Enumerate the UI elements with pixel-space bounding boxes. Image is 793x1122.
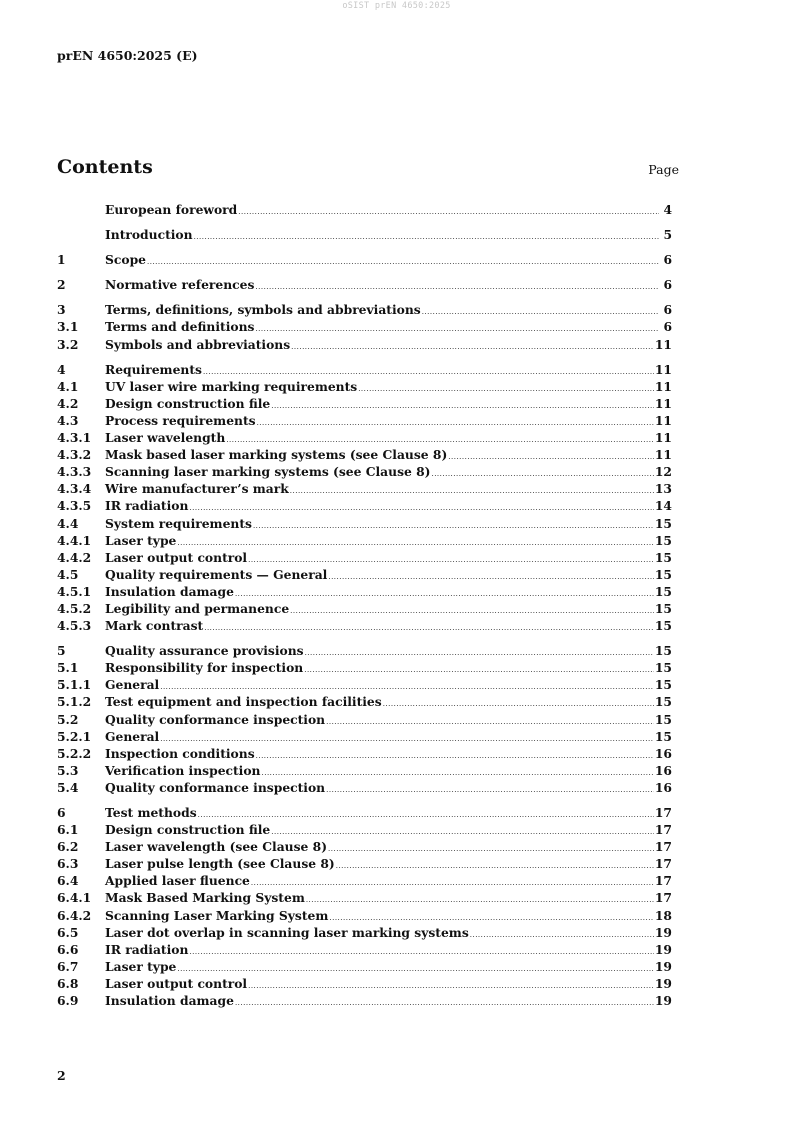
toc-entry-title: Insulation damage	[105, 583, 234, 599]
toc-entry-page: 17	[654, 856, 672, 872]
toc-entry-page: 15	[654, 694, 672, 710]
toc-entry-number: 4.3.3	[57, 464, 92, 480]
toc-entry-title: Design construction file	[105, 395, 271, 411]
toc-entry[interactable]	[57, 497, 672, 514]
toc-entry[interactable]	[57, 762, 672, 779]
toc-entry-number: 4.4.1	[57, 532, 92, 548]
toc-entry[interactable]	[57, 728, 672, 745]
toc-entry-number: 4.3.4	[57, 481, 92, 497]
toc-entry[interactable]	[57, 361, 672, 378]
toc-entry-page: 15	[654, 711, 672, 727]
toc-entry-number: 1	[57, 252, 66, 268]
toc-entry[interactable]	[57, 429, 672, 446]
toc-entry[interactable]	[57, 745, 672, 762]
toc-dot-leader	[306, 892, 654, 909]
toc-entry-number: 6.4	[57, 873, 79, 889]
toc-entry-page: 19	[654, 924, 672, 940]
toc-entry[interactable]	[57, 992, 672, 1009]
toc-dot-leader	[189, 944, 653, 961]
toc-entry-page: 6	[663, 277, 672, 293]
toc-entry-title: UV laser wire marking requirements	[105, 378, 358, 394]
toc-dot-leader	[358, 381, 654, 398]
toc-entry[interactable]	[57, 821, 672, 838]
toc-dot-leader	[253, 518, 654, 535]
toc-dot-leader	[422, 304, 659, 321]
toc-entry-title: IR radiation	[105, 941, 189, 957]
toc-dot-leader	[383, 696, 654, 713]
toc-dot-leader	[305, 645, 654, 662]
toc-entry-title: IR radiation	[105, 498, 189, 514]
toc-entry-title: Terms and definitions	[105, 319, 255, 335]
toc-entry-number: 4.5.3	[57, 618, 92, 634]
page-column-label: Page	[648, 162, 679, 177]
toc-entry-page: 4	[663, 202, 672, 217]
toc-entry[interactable]	[57, 941, 672, 958]
toc-entry-number: 3	[57, 302, 66, 318]
toc-entry-title: Quality conformance inspection	[105, 711, 326, 727]
toc-dot-leader	[235, 586, 654, 603]
toc-dot-leader	[255, 321, 659, 338]
toc-entry-number: 6.5	[57, 924, 79, 940]
toc-dot-leader	[290, 483, 654, 500]
toc-entry-number: 3.1	[57, 319, 79, 335]
toc-entry-page: 19	[654, 993, 672, 1009]
toc-entry-title: Legibility and permanence	[105, 600, 290, 616]
toc-entry-page: 17	[654, 805, 672, 820]
watermark: oSIST prEN 4650:2025	[342, 1, 451, 11]
toc-dot-leader	[326, 714, 654, 731]
toc-entry-number: 5.2.1	[57, 728, 92, 744]
toc-entry-page: 16	[654, 745, 672, 761]
toc-entry-title: Laser output control	[105, 549, 248, 565]
toc-entry-title: Test methods	[105, 805, 197, 820]
toc-entry[interactable]	[57, 532, 672, 549]
toc-entry-number: 4.2	[57, 395, 79, 411]
toc-dot-leader	[257, 415, 654, 432]
toc-entry-number: 2	[57, 277, 66, 293]
toc-entry-page: 16	[654, 762, 672, 778]
toc-entry-title: Insulation damage	[105, 993, 234, 1009]
toc-entry[interactable]	[57, 642, 672, 659]
toc-entry-title: Laser type	[105, 958, 177, 974]
toc-entry-title: Responsibility for inspection	[105, 660, 304, 676]
toc-entry-number: 4.4	[57, 515, 79, 531]
toc-entry[interactable]	[57, 395, 672, 412]
toc-entry-title: Mark contrast	[105, 618, 204, 634]
toc-entry-page: 15	[654, 677, 672, 693]
toc-entry-page: 15	[654, 532, 672, 548]
toc-entry-page: 15	[654, 515, 672, 531]
toc-entry-number: 4.3.5	[57, 498, 92, 514]
toc-entry[interactable]	[57, 711, 672, 728]
toc-entry-number: 4.4.2	[57, 549, 92, 565]
toc-entry[interactable]	[57, 463, 672, 480]
toc-entry-page: 11	[654, 447, 672, 463]
toc-entry-page: 11	[654, 361, 672, 377]
toc-entry-number: 5.4	[57, 779, 79, 795]
toc-entry-page: 11	[654, 395, 672, 411]
toc-entry-number: 5.3	[57, 762, 79, 778]
toc-entry-number: 5.1	[57, 660, 79, 676]
toc-entry-title: Applied laser fluence	[105, 873, 250, 889]
toc-entry[interactable]	[57, 301, 672, 318]
toc-entry-title: Mask based laser marking systems (see Clause 8)	[105, 447, 448, 463]
toc-dot-leader	[326, 782, 654, 799]
toc-entry-number: 4.5.2	[57, 600, 92, 616]
toc-entry-title: General	[105, 677, 160, 693]
toc-entry[interactable]	[57, 838, 672, 855]
toc-dot-leader	[291, 339, 654, 356]
toc-entry[interactable]	[57, 549, 672, 566]
toc-entry-title: Scanning Laser Marking System	[105, 907, 329, 923]
toc-entry-title: Process requirements	[105, 412, 256, 428]
toc-entry-title: General	[105, 728, 160, 744]
toc-entry-title: Normative references	[105, 277, 255, 293]
toc-dot-leader	[256, 748, 654, 765]
toc-entry-page: 17	[654, 822, 672, 838]
toc-entry-title: Design construction file	[105, 822, 271, 838]
toc-dot-leader	[470, 927, 654, 944]
toc-entry-page: 15	[654, 728, 672, 744]
toc-entry-number: 4.1	[57, 378, 79, 394]
toc-entry-number: 5.2.2	[57, 745, 92, 761]
toc-entry-title: Quality assurance provisions	[105, 643, 304, 659]
toc-entry-page: 5	[663, 227, 672, 243]
toc-dot-leader	[248, 978, 654, 995]
toc-entry[interactable]	[57, 617, 672, 634]
toc-entry[interactable]	[57, 251, 672, 268]
toc-entry-page: 15	[654, 600, 672, 616]
toc-dot-leader	[336, 858, 654, 875]
toc-dot-leader	[328, 569, 654, 586]
toc-entry-page: 15	[654, 566, 672, 582]
toc-entry-page: 16	[654, 779, 672, 795]
toc-entry-page: 15	[654, 583, 672, 599]
toc-entry-title: Terms, definitions, symbols and abbreviations	[105, 302, 421, 318]
toc-entry-title: Laser wavelength	[105, 430, 226, 446]
toc-entry[interactable]	[57, 889, 672, 906]
toc-entry-title: System requirements	[105, 515, 252, 531]
toc-entry-page: 12	[654, 464, 672, 480]
toc-entry-page: 11	[654, 378, 672, 394]
toc-entry[interactable]	[57, 872, 672, 889]
toc-entry-page: 15	[654, 618, 672, 634]
toc-dot-leader	[255, 279, 659, 296]
toc-dot-leader	[189, 500, 653, 517]
toc-entry-title: Laser wavelength (see Clause 8)	[105, 839, 328, 855]
toc-entry-page: 18	[654, 907, 672, 923]
toc-entry[interactable]	[57, 412, 672, 429]
toc-entry-page: 17	[654, 839, 672, 855]
toc-entry[interactable]	[57, 226, 672, 243]
toc-entry-page: 6	[663, 319, 672, 335]
toc-entry-title: Quality conformance inspection	[105, 779, 326, 795]
toc-dot-leader	[235, 995, 654, 1012]
toc-entry[interactable]	[57, 804, 672, 821]
toc-entry-number: 6.9	[57, 993, 79, 1009]
toc-entry-page: 6	[663, 302, 672, 318]
toc-entry[interactable]	[57, 276, 672, 293]
toc-entry-number: 6.7	[57, 958, 79, 974]
toc-entry[interactable]	[57, 583, 672, 600]
toc-entry[interactable]	[57, 659, 672, 676]
toc-entry-number: 6.8	[57, 975, 79, 991]
toc-entry-page: 11	[654, 430, 672, 446]
toc-entry-number: 6.4.1	[57, 890, 92, 906]
toc-entry[interactable]	[57, 201, 672, 218]
toc-dot-leader	[431, 466, 653, 483]
toc-entry[interactable]	[57, 975, 672, 992]
toc-dot-leader	[448, 449, 654, 466]
toc-entry-title: Test equipment and inspection facilities	[105, 694, 382, 710]
toc-entry-page: 15	[654, 549, 672, 565]
toc-entry-title: Requirements	[105, 361, 202, 377]
toc-entry-number: 4	[57, 361, 66, 377]
toc-entry-number: 5	[57, 643, 66, 659]
toc-entry-number: 6.1	[57, 822, 79, 838]
toc-entry-number: 6	[57, 805, 66, 820]
toc-entry-title: Scope	[105, 252, 146, 268]
toc-entry-title: Laser type	[105, 532, 177, 548]
toc-dot-leader	[271, 824, 654, 841]
toc-entry-page: 17	[654, 873, 672, 889]
toc-entry-number: 3.2	[57, 336, 79, 352]
toc-dot-leader	[290, 603, 654, 620]
toc-entry[interactable]	[57, 693, 672, 710]
toc-dot-leader	[204, 620, 654, 637]
toc-entry-page: 19	[654, 958, 672, 974]
toc-entry[interactable]	[57, 855, 672, 872]
toc-entry-title: Mask Based Marking System	[105, 890, 305, 906]
toc-entry-number: 6.6	[57, 941, 79, 957]
toc-dot-leader	[328, 841, 654, 858]
toc-entry-page: 15	[654, 660, 672, 676]
toc-entry-number: 6.3	[57, 856, 79, 872]
toc-entry-number: 5.2	[57, 711, 79, 727]
toc-dot-leader	[147, 254, 659, 271]
toc-entry[interactable]	[57, 480, 672, 497]
toc-entry-page: 11	[654, 336, 672, 352]
toc-entry-page: 19	[654, 941, 672, 957]
toc-entry-title: European foreword	[105, 202, 238, 217]
toc-entry-title: Scanning laser marking systems (see Clause 8)	[105, 464, 431, 480]
toc-entry-number: 4.3.2	[57, 447, 92, 463]
toc-entry-number: 4.5	[57, 566, 79, 582]
toc-entry-page: 15	[654, 643, 672, 659]
toc-entry[interactable]	[57, 566, 672, 583]
toc-entry-number: 6.4.2	[57, 907, 92, 923]
toc-entry-page: 19	[654, 975, 672, 991]
toc-entry[interactable]	[57, 958, 672, 975]
toc-entry[interactable]	[57, 336, 672, 353]
toc-entry-number: 4.3	[57, 412, 79, 428]
toc-dot-leader	[304, 662, 654, 679]
toc-entry-title: Introduction	[105, 227, 193, 243]
toc-entry[interactable]	[57, 600, 672, 617]
toc-entry-title: Laser pulse length (see Clause 8)	[105, 856, 335, 872]
toc-entry[interactable]	[57, 924, 672, 941]
toc-entry-number: 5.1.1	[57, 677, 92, 693]
table-of-contents	[57, 201, 672, 1009]
toc-dot-leader	[177, 961, 654, 978]
toc-entry-title: Verification inspection	[105, 762, 261, 778]
toc-entry[interactable]	[57, 779, 672, 796]
toc-entry-page: 11	[654, 412, 672, 428]
toc-dot-leader	[194, 229, 659, 246]
toc-dot-leader	[177, 535, 654, 552]
toc-entry-number: 4.5.1	[57, 583, 92, 599]
contents-title: Contents	[57, 156, 153, 178]
toc-entry-page: 17	[654, 890, 672, 906]
document-id: prEN 4650:2025 (E)	[57, 48, 198, 63]
toc-entry-title: Inspection conditions	[105, 745, 255, 761]
toc-entry-number: 5.1.2	[57, 694, 92, 710]
toc-entry-page: 6	[663, 252, 672, 268]
toc-entry[interactable]	[57, 676, 672, 693]
toc-dot-leader	[271, 398, 654, 415]
toc-entry-title: Quality requirements — General	[105, 566, 328, 582]
toc-entry-title: Laser output control	[105, 975, 248, 991]
toc-entry[interactable]	[57, 446, 672, 463]
toc-dot-leader	[251, 875, 654, 892]
toc-dot-leader	[238, 204, 659, 221]
toc-entry-title: Laser dot overlap in scanning laser marking systems	[105, 924, 469, 940]
page-number: 2	[57, 1068, 66, 1083]
toc-entry[interactable]	[57, 515, 672, 532]
toc-entry[interactable]	[57, 907, 672, 924]
toc-entry[interactable]	[57, 318, 672, 335]
toc-entry-title: Symbols and abbreviations	[105, 336, 291, 352]
toc-entry[interactable]	[57, 378, 672, 395]
toc-entry-page: 13	[654, 481, 672, 497]
toc-entry-title: Wire manufacturer’s mark	[105, 481, 289, 497]
toc-entry-number: 6.2	[57, 839, 79, 855]
toc-entry-page: 14	[654, 498, 672, 514]
toc-entry-number: 4.3.1	[57, 430, 92, 446]
